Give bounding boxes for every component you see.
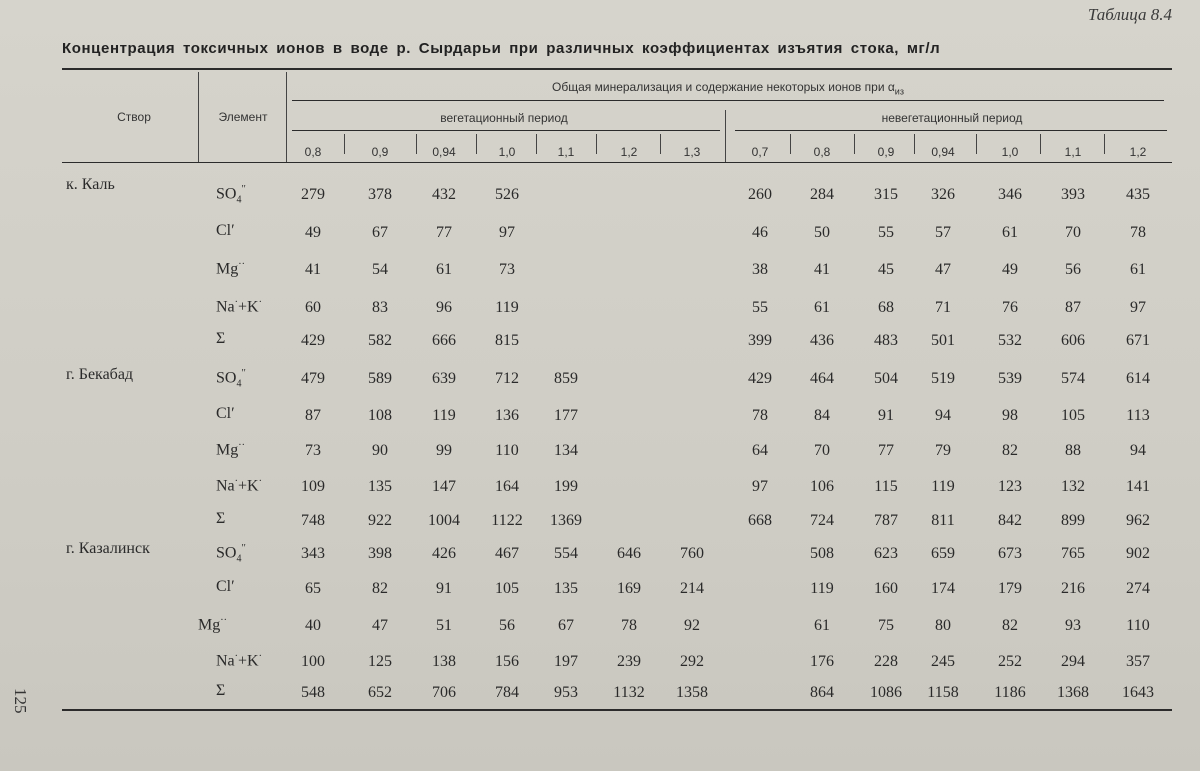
nonveg-value-cell: 50 bbox=[814, 224, 830, 241]
nonveg-value-cell: 174 bbox=[931, 580, 955, 597]
nonveg-value-cell: 56 bbox=[1065, 261, 1081, 278]
nonveg-value-cell: 346 bbox=[998, 186, 1022, 203]
veg-value-cell: 177 bbox=[554, 407, 578, 424]
veg-value-cell: 40 bbox=[305, 617, 321, 634]
nonveg-value-cell: 57 bbox=[935, 224, 951, 241]
sulfate-label: $SO_4''$ bbox=[216, 368, 246, 390]
nonveg-value-cell: 160 bbox=[874, 580, 898, 597]
page-number: 125 bbox=[11, 688, 30, 714]
chloride-label: Cl′ bbox=[216, 578, 235, 595]
nonveg-value-cell: 46 bbox=[752, 224, 768, 241]
nonveg-value-cell: 105 bbox=[1061, 407, 1085, 424]
veg-value-cell: 67 bbox=[372, 224, 388, 241]
nonveg-value-cell: 76 bbox=[1002, 299, 1018, 316]
nonveg-value-cell: 902 bbox=[1126, 545, 1150, 562]
nonveg-value-cell: 70 bbox=[814, 442, 830, 459]
header-station: Створ bbox=[117, 110, 151, 124]
coeff-tick bbox=[790, 134, 791, 154]
header-general: Общая минерализация и содержание некоторых ионов при $\alpha_{из}$ bbox=[552, 80, 904, 97]
nonveg-value-cell: 80 bbox=[935, 617, 951, 634]
veg-value-cell: 378 bbox=[368, 186, 392, 203]
nonveg-coeff-header: 1,1 bbox=[1064, 145, 1082, 159]
nonveg-value-cell: 47 bbox=[935, 261, 951, 278]
veg-value-cell: 91 bbox=[436, 580, 452, 597]
magnesium-label: Mg·· bbox=[216, 440, 245, 459]
nonveg-coeff-header: 1,0 bbox=[1001, 145, 1019, 159]
table-title: Концентрация токсичных ионов в воде р. Сырдарьи при различных коэффициентах изъятия стока, мг/л bbox=[62, 40, 941, 57]
veg-value-cell: 748 bbox=[301, 512, 325, 529]
veg-value-cell: 54 bbox=[372, 261, 388, 278]
veg-value-cell: 135 bbox=[368, 478, 392, 495]
col-divider bbox=[286, 72, 287, 162]
nonveg-coeff-header: 0,94 bbox=[931, 145, 955, 159]
veg-value-cell: 467 bbox=[495, 545, 519, 562]
veg-coeff-header: 0,94 bbox=[432, 145, 456, 159]
nonveg-value-cell: 45 bbox=[878, 261, 894, 278]
veg-value-cell: 479 bbox=[301, 370, 325, 387]
veg-value-cell: 706 bbox=[432, 684, 456, 701]
nonveg-value-cell: 252 bbox=[998, 653, 1022, 670]
nonveg-value-cell: 79 bbox=[935, 442, 951, 459]
veg-coeff-header: 0,8 bbox=[304, 145, 322, 159]
nonveg-value-cell: 216 bbox=[1061, 580, 1085, 597]
general-underline bbox=[292, 100, 1164, 101]
nonveg-value-cell: 606 bbox=[1061, 332, 1085, 349]
veg-value-cell: 90 bbox=[372, 442, 388, 459]
col-divider bbox=[725, 110, 726, 162]
coeff-tick bbox=[914, 134, 915, 154]
nonveg-value-cell: 61 bbox=[1130, 261, 1146, 278]
nonveg-value-cell: 119 bbox=[810, 580, 834, 597]
nonveg-value-cell: 176 bbox=[810, 653, 834, 670]
veg-coeff-header: 0,9 bbox=[371, 145, 389, 159]
nonveg-value-cell: 94 bbox=[935, 407, 951, 424]
veg-value-cell: 87 bbox=[305, 407, 321, 424]
header-vegetation: вегетационный период bbox=[440, 111, 568, 125]
nonveg-value-cell: 724 bbox=[810, 512, 834, 529]
nonveg-value-cell: 532 bbox=[998, 332, 1022, 349]
nonveg-coeff-header: 0,8 bbox=[813, 145, 831, 159]
veg-value-cell: 526 bbox=[495, 186, 519, 203]
nonveg-value-cell: 483 bbox=[874, 332, 898, 349]
nonveg-value-cell: 93 bbox=[1065, 617, 1081, 634]
nonveg-value-cell: 668 bbox=[748, 512, 772, 529]
header-nonvegetation: невегетационный период bbox=[881, 111, 1023, 125]
veg-value-cell: 760 bbox=[680, 545, 704, 562]
veg-value-cell: 47 bbox=[372, 617, 388, 634]
veg-value-cell: 67 bbox=[558, 617, 574, 634]
nonveg-value-cell: 1086 bbox=[870, 684, 902, 701]
nonveg-value-cell: 504 bbox=[874, 370, 898, 387]
nonveg-value-cell: 61 bbox=[814, 617, 830, 634]
nonveg-value-cell: 132 bbox=[1061, 478, 1085, 495]
veg-underline bbox=[292, 130, 720, 131]
nonveg-value-cell: 64 bbox=[752, 442, 768, 459]
nonveg-value-cell: 1186 bbox=[994, 684, 1026, 701]
veg-value-cell: 639 bbox=[432, 370, 456, 387]
sodium-potassium-label: Na·+K· bbox=[216, 651, 262, 670]
header-element: Элемент bbox=[218, 110, 268, 124]
nonveg-value-cell: 88 bbox=[1065, 442, 1081, 459]
coeff-tick bbox=[536, 134, 537, 154]
veg-value-cell: 108 bbox=[368, 407, 392, 424]
veg-value-cell: 109 bbox=[301, 478, 325, 495]
veg-coeff-header: 1,2 bbox=[620, 145, 638, 159]
nonveg-value-cell: 501 bbox=[931, 332, 955, 349]
nonveg-value-cell: 106 bbox=[810, 478, 834, 495]
sum-label: Σ bbox=[216, 330, 226, 347]
veg-value-cell: 77 bbox=[436, 224, 452, 241]
top-rule bbox=[62, 68, 1172, 70]
veg-value-cell: 134 bbox=[554, 442, 578, 459]
nonveg-value-cell: 70 bbox=[1065, 224, 1081, 241]
table-label: Таблица 8.4 bbox=[1087, 5, 1172, 24]
veg-value-cell: 922 bbox=[368, 512, 392, 529]
veg-value-cell: 1122 bbox=[491, 512, 523, 529]
sulfate-label: $SO_4''$ bbox=[216, 543, 246, 565]
veg-value-cell: 279 bbox=[301, 186, 325, 203]
nonveg-value-cell: 1368 bbox=[1057, 684, 1089, 701]
veg-value-cell: 1132 bbox=[613, 684, 645, 701]
nonveg-value-cell: 673 bbox=[998, 545, 1022, 562]
veg-value-cell: 1004 bbox=[428, 512, 460, 529]
nonveg-value-cell: 82 bbox=[1002, 617, 1018, 634]
veg-value-cell: 135 bbox=[554, 580, 578, 597]
veg-value-cell: 125 bbox=[368, 653, 392, 670]
nonveg-value-cell: 326 bbox=[931, 186, 955, 203]
nonveg-value-cell: 97 bbox=[1130, 299, 1146, 316]
chloride-label: Cl′ bbox=[216, 222, 235, 239]
veg-value-cell: 589 bbox=[368, 370, 392, 387]
sum-label: Σ bbox=[216, 510, 226, 527]
veg-value-cell: 784 bbox=[495, 684, 519, 701]
veg-value-cell: 432 bbox=[432, 186, 456, 203]
header-bottom-rule bbox=[62, 162, 1172, 163]
veg-value-cell: 953 bbox=[554, 684, 578, 701]
nonveg-value-cell: 294 bbox=[1061, 653, 1085, 670]
nonveg-value-cell: 55 bbox=[752, 299, 768, 316]
nonveg-value-cell: 228 bbox=[874, 653, 898, 670]
nonveg-value-cell: 84 bbox=[814, 407, 830, 424]
nonveg-value-cell: 71 bbox=[935, 299, 951, 316]
nonveg-value-cell: 962 bbox=[1126, 512, 1150, 529]
veg-value-cell: 214 bbox=[680, 580, 704, 597]
veg-value-cell: 56 bbox=[499, 617, 515, 634]
veg-value-cell: 156 bbox=[495, 653, 519, 670]
veg-value-cell: 51 bbox=[436, 617, 452, 634]
nonveg-value-cell: 115 bbox=[874, 478, 898, 495]
veg-value-cell: 73 bbox=[305, 442, 321, 459]
veg-value-cell: 41 bbox=[305, 261, 321, 278]
veg-value-cell: 138 bbox=[432, 653, 456, 670]
veg-value-cell: 78 bbox=[621, 617, 637, 634]
nonveg-value-cell: 61 bbox=[814, 299, 830, 316]
veg-value-cell: 646 bbox=[617, 545, 641, 562]
nonveg-value-cell: 141 bbox=[1126, 478, 1150, 495]
sodium-potassium-label: Na·+K· bbox=[216, 476, 262, 495]
nonveg-value-cell: 519 bbox=[931, 370, 955, 387]
nonveg-value-cell: 765 bbox=[1061, 545, 1085, 562]
nonveg-value-cell: 49 bbox=[1002, 261, 1018, 278]
bottom-rule bbox=[62, 709, 1172, 711]
nonveg-value-cell: 539 bbox=[998, 370, 1022, 387]
veg-value-cell: 1358 bbox=[676, 684, 708, 701]
veg-value-cell: 83 bbox=[372, 299, 388, 316]
veg-value-cell: 100 bbox=[301, 653, 325, 670]
veg-value-cell: 97 bbox=[499, 224, 515, 241]
veg-value-cell: 96 bbox=[436, 299, 452, 316]
nonveg-value-cell: 1158 bbox=[927, 684, 959, 701]
nonveg-value-cell: 436 bbox=[810, 332, 834, 349]
nonveg-value-cell: 393 bbox=[1061, 186, 1085, 203]
veg-value-cell: 429 bbox=[301, 332, 325, 349]
sodium-potassium-label: Na·+K· bbox=[216, 297, 262, 316]
nonveg-value-cell: 1643 bbox=[1122, 684, 1154, 701]
veg-value-cell: 652 bbox=[368, 684, 392, 701]
nonveg-value-cell: 315 bbox=[874, 186, 898, 203]
veg-value-cell: 554 bbox=[554, 545, 578, 562]
sum-label: Σ bbox=[216, 682, 226, 699]
veg-coeff-header: 1,3 bbox=[683, 145, 701, 159]
nonveg-value-cell: 91 bbox=[878, 407, 894, 424]
coeff-tick bbox=[660, 134, 661, 154]
veg-value-cell: 815 bbox=[495, 332, 519, 349]
nonveg-value-cell: 659 bbox=[931, 545, 955, 562]
veg-value-cell: 119 bbox=[495, 299, 519, 316]
veg-value-cell: 119 bbox=[432, 407, 456, 424]
coeff-tick bbox=[1104, 134, 1105, 154]
nonveg-value-cell: 78 bbox=[752, 407, 768, 424]
coeff-tick bbox=[976, 134, 977, 154]
magnesium-label: Mg·· bbox=[216, 259, 245, 278]
veg-value-cell: 197 bbox=[554, 653, 578, 670]
nonveg-value-cell: 429 bbox=[748, 370, 772, 387]
nonveg-value-cell: 623 bbox=[874, 545, 898, 562]
nonveg-value-cell: 97 bbox=[752, 478, 768, 495]
veg-coeff-header: 1,0 bbox=[498, 145, 516, 159]
nonveg-value-cell: 61 bbox=[1002, 224, 1018, 241]
nonveg-value-cell: 842 bbox=[998, 512, 1022, 529]
veg-value-cell: 548 bbox=[301, 684, 325, 701]
nonveg-value-cell: 399 bbox=[748, 332, 772, 349]
veg-value-cell: 239 bbox=[617, 653, 641, 670]
sulfate-label: $SO_4''$ bbox=[216, 184, 246, 206]
nonveg-value-cell: 899 bbox=[1061, 512, 1085, 529]
nonveg-value-cell: 671 bbox=[1126, 332, 1150, 349]
nonveg-value-cell: 82 bbox=[1002, 442, 1018, 459]
nonveg-value-cell: 435 bbox=[1126, 186, 1150, 203]
coeff-tick bbox=[344, 134, 345, 154]
veg-value-cell: 49 bbox=[305, 224, 321, 241]
veg-value-cell: 65 bbox=[305, 580, 321, 597]
nonveg-value-cell: 574 bbox=[1061, 370, 1085, 387]
veg-value-cell: 666 bbox=[432, 332, 456, 349]
veg-value-cell: 343 bbox=[301, 545, 325, 562]
nonveg-value-cell: 357 bbox=[1126, 653, 1150, 670]
nonveg-value-cell: 284 bbox=[810, 186, 834, 203]
nonveg-value-cell: 110 bbox=[1126, 617, 1150, 634]
nonveg-value-cell: 245 bbox=[931, 653, 955, 670]
nonveg-value-cell: 787 bbox=[874, 512, 898, 529]
coeff-tick bbox=[416, 134, 417, 154]
nonveg-value-cell: 55 bbox=[878, 224, 894, 241]
nonveg-value-cell: 260 bbox=[748, 186, 772, 203]
nonveg-value-cell: 38 bbox=[752, 261, 768, 278]
nonveg-value-cell: 464 bbox=[810, 370, 834, 387]
nonveg-underline bbox=[735, 130, 1167, 131]
nonveg-value-cell: 87 bbox=[1065, 299, 1081, 316]
veg-value-cell: 712 bbox=[495, 370, 519, 387]
veg-value-cell: 136 bbox=[495, 407, 519, 424]
nonveg-value-cell: 614 bbox=[1126, 370, 1150, 387]
veg-value-cell: 147 bbox=[432, 478, 456, 495]
station-name: г. Казалинск bbox=[66, 540, 150, 557]
veg-value-cell: 199 bbox=[554, 478, 578, 495]
nonveg-value-cell: 113 bbox=[1126, 407, 1150, 424]
nonveg-value-cell: 811 bbox=[931, 512, 955, 529]
chloride-label: Cl′ bbox=[216, 405, 235, 422]
nonveg-value-cell: 179 bbox=[998, 580, 1022, 597]
veg-value-cell: 110 bbox=[495, 442, 519, 459]
coeff-tick bbox=[1040, 134, 1041, 154]
nonveg-value-cell: 75 bbox=[878, 617, 894, 634]
veg-value-cell: 582 bbox=[368, 332, 392, 349]
coeff-tick bbox=[854, 134, 855, 154]
veg-value-cell: 169 bbox=[617, 580, 641, 597]
veg-value-cell: 292 bbox=[680, 653, 704, 670]
coeff-tick bbox=[596, 134, 597, 154]
nonveg-value-cell: 864 bbox=[810, 684, 834, 701]
nonveg-value-cell: 274 bbox=[1126, 580, 1150, 597]
veg-value-cell: 99 bbox=[436, 442, 452, 459]
veg-value-cell: 426 bbox=[432, 545, 456, 562]
veg-value-cell: 859 bbox=[554, 370, 578, 387]
nonveg-value-cell: 41 bbox=[814, 261, 830, 278]
veg-coeff-header: 1,1 bbox=[557, 145, 575, 159]
nonveg-coeff-header: 1,2 bbox=[1129, 145, 1147, 159]
nonveg-value-cell: 78 bbox=[1130, 224, 1146, 241]
nonveg-value-cell: 123 bbox=[998, 478, 1022, 495]
magnesium-label: Mg·· bbox=[198, 615, 227, 634]
veg-value-cell: 398 bbox=[368, 545, 392, 562]
veg-value-cell: 164 bbox=[495, 478, 519, 495]
nonveg-value-cell: 77 bbox=[878, 442, 894, 459]
nonveg-coeff-header: 0,9 bbox=[877, 145, 895, 159]
nonveg-value-cell: 508 bbox=[810, 545, 834, 562]
col-divider bbox=[198, 72, 199, 162]
nonveg-value-cell: 68 bbox=[878, 299, 894, 316]
station-name: к. Каль bbox=[66, 176, 115, 193]
station-name: г. Бекабад bbox=[66, 366, 134, 383]
nonveg-value-cell: 94 bbox=[1130, 442, 1146, 459]
coeff-tick bbox=[476, 134, 477, 154]
nonveg-coeff-header: 0,7 bbox=[751, 145, 769, 159]
veg-value-cell: 82 bbox=[372, 580, 388, 597]
veg-value-cell: 73 bbox=[499, 261, 515, 278]
veg-value-cell: 1369 bbox=[550, 512, 582, 529]
veg-value-cell: 60 bbox=[305, 299, 321, 316]
veg-value-cell: 61 bbox=[436, 261, 452, 278]
nonveg-value-cell: 119 bbox=[931, 478, 955, 495]
nonveg-value-cell: 98 bbox=[1002, 407, 1018, 424]
veg-value-cell: 105 bbox=[495, 580, 519, 597]
veg-value-cell: 92 bbox=[684, 617, 700, 634]
